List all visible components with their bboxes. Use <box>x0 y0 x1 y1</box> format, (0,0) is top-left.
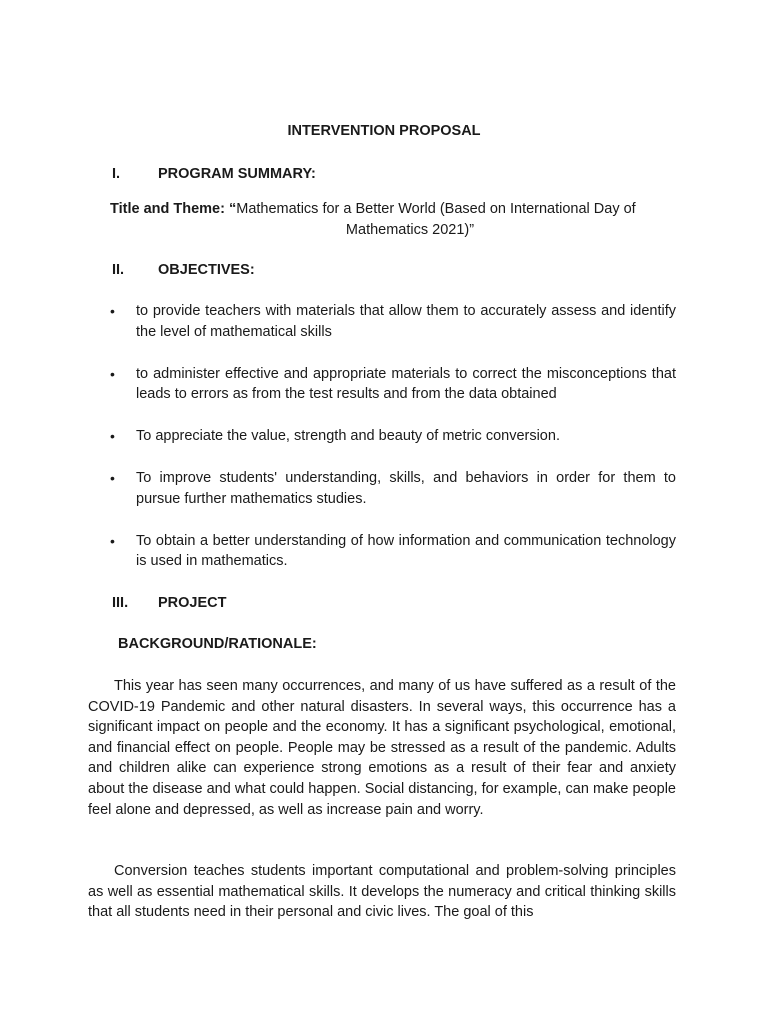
section-label: OBJECTIVES: <box>158 262 255 278</box>
list-item <box>110 426 676 447</box>
document-title: INTERVENTION PROPOSAL <box>287 123 481 139</box>
bullet-icon: • <box>110 470 115 486</box>
background-rationale-heading: BACKGROUND/RATIONALE: <box>118 636 317 652</box>
title-theme-line1: Mathematics for a Better World (Based on International Day of <box>236 201 636 217</box>
section-numeral: II. <box>112 262 125 278</box>
list-item <box>110 468 676 509</box>
title-theme-line2: Mathematics 2021)” <box>345 222 475 238</box>
list-item <box>110 364 676 405</box>
section-numeral: I. <box>112 166 121 182</box>
objective-text: to provide teachers with materials that allow them to accurately assess and identify the level of mathematical skills <box>136 303 676 340</box>
objectives-list <box>110 301 676 593</box>
title-and-theme <box>110 199 670 241</box>
objective-text: to administer effective and appropriate materials to correct the misconceptions that leads to errors as from the test results and from the data obtained <box>136 365 676 402</box>
list-item <box>110 531 676 572</box>
title-theme-label: Title and Theme: <box>110 201 225 217</box>
objective-text: To appreciate the value, strength and beauty of metric conversion. <box>136 428 560 444</box>
bullet-icon: • <box>110 428 115 444</box>
section-label: PROGRAM SUMMARY: <box>158 166 316 182</box>
bullet-icon: • <box>110 303 115 319</box>
list-item <box>110 301 676 342</box>
bullet-icon: • <box>110 365 115 382</box>
section-numeral: III. <box>112 595 129 611</box>
section-label: PROJECT <box>158 595 227 611</box>
objective-text: To improve students' understanding, skills, and behaviors in order for them to pursue further mathematics studies. <box>136 470 676 507</box>
paragraph: This year has seen many occurrences, and many of us have suffered as a result of the COVID-19 Pandemic and other natural disasters. In several ways, this occurrence has a significant impact on people and the economy. It has a significant psychological, emotional, and financial effect on people. People may be stressed as a result of the pandemic. Adults and children alike can experience strong emotions as a result of their fear and anxiety about the disease and what could happen. Social distancing, for example, can make people feel alone and depressed, as well as increase pain and worry. <box>88 678 676 818</box>
paragraph: Conversion teaches students important computational and problem-solving principles as well as essential mathematical skills. It develops the numeracy and critical thinking skills that all students need in their personal and civic lives. The goal of this <box>88 863 676 921</box>
bullet-icon: • <box>110 532 115 549</box>
objective-text: To obtain a better understanding of how information and communication technology is used in mathematics. <box>136 532 676 569</box>
title-theme-open-quote: “ <box>224 201 237 217</box>
